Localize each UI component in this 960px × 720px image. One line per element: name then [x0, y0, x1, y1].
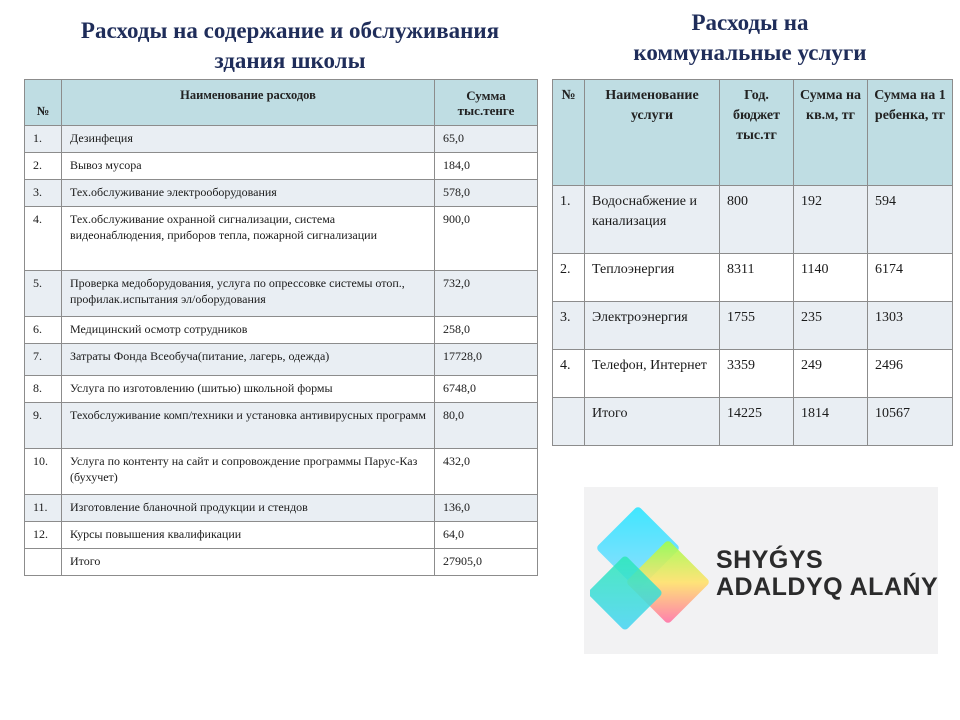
- row-num: 6.: [25, 317, 62, 344]
- row-num: 11.: [25, 495, 62, 522]
- header-name: Наименование расходов: [62, 80, 435, 126]
- utilities-expenses-table: [552, 79, 953, 446]
- row-per-m2: 1814: [794, 398, 868, 446]
- row-per-m2: 192: [794, 186, 868, 254]
- row-service-name: Теплоэнергия: [585, 254, 720, 302]
- header-num: №: [25, 80, 62, 126]
- row-service-name: Электроэнергия: [585, 302, 720, 350]
- title-utilities-line1: Расходы на: [691, 10, 809, 35]
- row-budget: 800: [720, 186, 794, 254]
- logo-wordmark: [716, 547, 938, 601]
- row-num: 7.: [25, 344, 62, 376]
- table-row: [25, 403, 538, 449]
- row-budget: 8311: [720, 254, 794, 302]
- row-name: Тех.обслуживание электрооборудования: [62, 180, 435, 207]
- row-per-child: 594: [868, 186, 953, 254]
- row-sum: 27905,0: [435, 549, 538, 576]
- title-utilities: [600, 8, 900, 68]
- header-sum-per-m2: Сумма на кв.м, тг: [794, 80, 868, 186]
- table-row: [25, 495, 538, 522]
- title-utilities-line2: коммунальные услуги: [633, 40, 867, 65]
- row-sum: 184,0: [435, 153, 538, 180]
- table-row: [25, 271, 538, 317]
- row-sum: 65,0: [435, 126, 538, 153]
- table-row: [25, 180, 538, 207]
- table-row: [553, 350, 953, 398]
- row-service-name: Итого: [585, 398, 720, 446]
- row-per-m2: 1140: [794, 254, 868, 302]
- row-sum: 64,0: [435, 522, 538, 549]
- row-per-child: 2496: [868, 350, 953, 398]
- row-service-name: Телефон, Интернет: [585, 350, 720, 398]
- table-row: [25, 449, 538, 495]
- row-per-child: 10567: [868, 398, 953, 446]
- row-sum: 80,0: [435, 403, 538, 449]
- table-row: [25, 153, 538, 180]
- row-num: 4.: [553, 350, 585, 398]
- row-sum: 578,0: [435, 180, 538, 207]
- title-maintenance-line1: Расходы на содержание и обслуживания: [80, 18, 500, 43]
- row-name: Тех.обслуживание охранной сигнализации, система видеонаблюдения, приборов тепла, пожарной сигнализации: [62, 207, 435, 271]
- header-service-name: Наименование услуги: [585, 80, 720, 186]
- row-name: Услуга по изготовлению (шитью) школьной формы: [62, 376, 435, 403]
- title-maintenance: [30, 16, 550, 76]
- row-service-name: Водоснабжение и канализация: [585, 186, 720, 254]
- row-sum: 17728,0: [435, 344, 538, 376]
- row-num: 10.: [25, 449, 62, 495]
- row-num: 1.: [553, 186, 585, 254]
- row-sum: 432,0: [435, 449, 538, 495]
- table-row: [553, 302, 953, 350]
- row-name: Вывоз мусора: [62, 153, 435, 180]
- header-annual-budget: Год. бюджет тыс.тг: [720, 80, 794, 186]
- row-sum: 6748,0: [435, 376, 538, 403]
- header-sum-per-child: Сумма на 1 ребенка, тг: [868, 80, 953, 186]
- row-num: 3.: [25, 180, 62, 207]
- row-name: Итого: [62, 549, 435, 576]
- row-num: 12.: [25, 522, 62, 549]
- table-row: [25, 522, 538, 549]
- table-row: [553, 186, 953, 254]
- row-per-child: 6174: [868, 254, 953, 302]
- row-name: Изготовление бланочной продукции и стендов: [62, 495, 435, 522]
- row-name: Дезинфеция: [62, 126, 435, 153]
- row-num: 2.: [553, 254, 585, 302]
- row-sum: 136,0: [435, 495, 538, 522]
- row-num: 3.: [553, 302, 585, 350]
- header-num: №: [553, 80, 585, 186]
- table-total-row: [553, 398, 953, 446]
- row-name: Техобслуживание комп/техники и установка антивирусных программ: [62, 403, 435, 449]
- row-budget: 14225: [720, 398, 794, 446]
- row-num: [25, 549, 62, 576]
- row-per-child: 1303: [868, 302, 953, 350]
- row-sum: 258,0: [435, 317, 538, 344]
- row-num: 8.: [25, 376, 62, 403]
- table-row: [553, 254, 953, 302]
- row-sum: 732,0: [435, 271, 538, 317]
- logo-mark-icon: [590, 500, 710, 635]
- table-total-row: [25, 549, 538, 576]
- row-num: 1.: [25, 126, 62, 153]
- header-sum: Сумма тыс.тенге: [435, 80, 538, 126]
- row-num: 9.: [25, 403, 62, 449]
- maintenance-expenses-table: [24, 79, 538, 576]
- row-num: 2.: [25, 153, 62, 180]
- table-row: [25, 126, 538, 153]
- row-budget: 3359: [720, 350, 794, 398]
- row-sum: 900,0: [435, 207, 538, 271]
- row-per-m2: 235: [794, 302, 868, 350]
- logo-line1: SHYǴYS: [716, 546, 824, 574]
- row-budget: 1755: [720, 302, 794, 350]
- row-name: Услуга по контенту на сайт и сопровождение программы Парус-Каз (бухучет): [62, 449, 435, 495]
- row-num: [553, 398, 585, 446]
- row-name: Курсы повышения квалификации: [62, 522, 435, 549]
- row-num: 5.: [25, 271, 62, 317]
- title-maintenance-line2: здания школы: [214, 48, 366, 73]
- row-name: Медицинский осмотр сотрудников: [62, 317, 435, 344]
- table-row: [25, 317, 538, 344]
- table-row: [25, 207, 538, 271]
- row-num: 4.: [25, 207, 62, 271]
- logo-line2: ADALDYQ ALAŃY: [716, 573, 939, 601]
- table-row: [25, 376, 538, 403]
- row-per-m2: 249: [794, 350, 868, 398]
- row-name: Проверка медоборудования, услуга по опрессовке системы отоп., профилак.испытания эл/оборудования: [62, 271, 435, 317]
- table-row: [25, 344, 538, 376]
- row-name: Затраты Фонда Всеобуча(питание, лагерь, одежда): [62, 344, 435, 376]
